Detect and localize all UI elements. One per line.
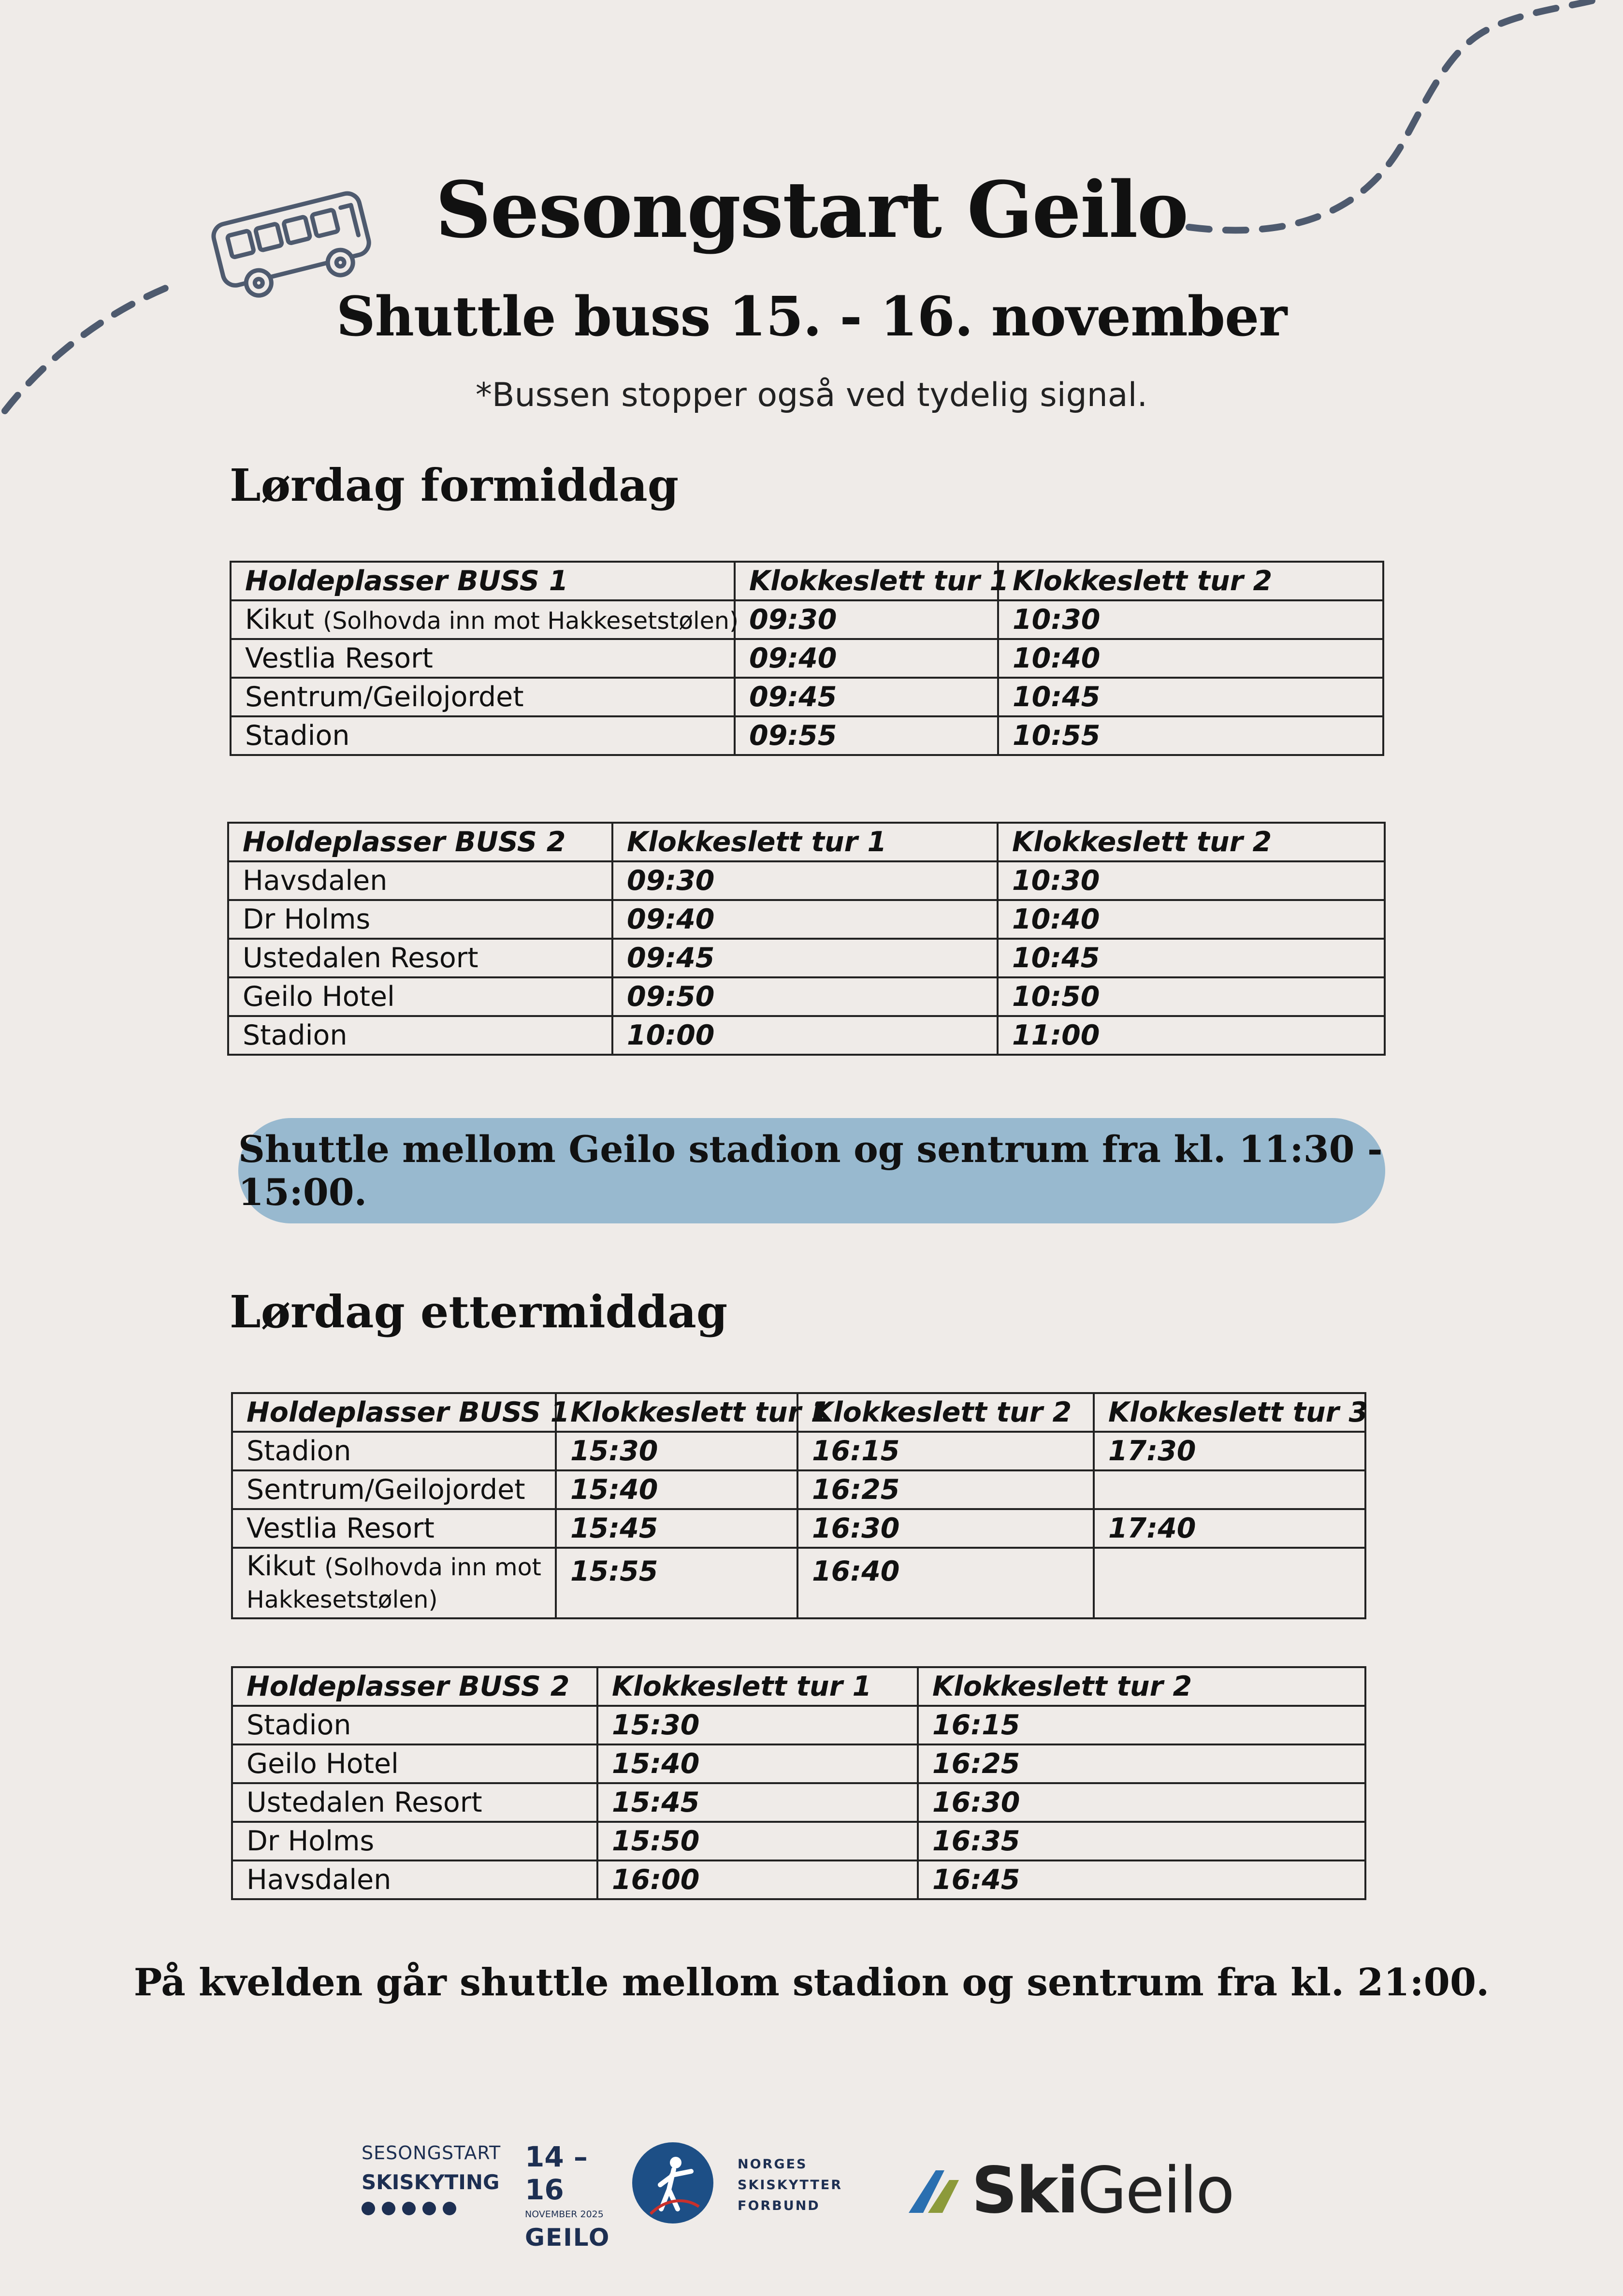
- table-row: [232, 1509, 1365, 1548]
- time-trip-3: 17:40: [1094, 1509, 1365, 1548]
- header-trip-1: Klokkeslett tur 1: [597, 1667, 918, 1706]
- time-trip-1: 09:30: [612, 861, 998, 900]
- morning-bus1-table: [230, 561, 1384, 756]
- event-date-logo: [525, 2140, 622, 2252]
- header-trip-1: Klokkeslett tur 1: [735, 562, 998, 600]
- time-trip-2: 10:55: [998, 716, 1383, 755]
- page-title: Sesongstart Geilo: [435, 164, 1188, 255]
- table-row: [232, 1860, 1365, 1899]
- stop-name: Vestlia Resort: [232, 1509, 556, 1548]
- logo-dots: [362, 2202, 502, 2217]
- stop-name: Kikut (Solhovda inn mot Hakkesetstølen): [232, 1548, 556, 1618]
- table-row: [231, 678, 1383, 716]
- afternoon-bus1-table: [231, 1392, 1366, 1619]
- time-trip-2: 10:45: [998, 678, 1383, 716]
- time-trip-2: 16:25: [918, 1744, 1365, 1783]
- stop-name: Sentrum/Geilojordet: [231, 678, 735, 716]
- stop-name: Vestlia Resort: [231, 639, 735, 678]
- morning-bus2-table: [227, 822, 1386, 1056]
- stop-name: Dr Holms: [228, 900, 612, 939]
- time-trip-3: [1094, 1548, 1365, 1618]
- logo-dates: 14 – 16: [525, 2140, 588, 2206]
- time-trip-1: 15:40: [556, 1470, 797, 1509]
- table-row: [232, 1548, 1365, 1618]
- time-trip-3: [1094, 1470, 1365, 1509]
- evening-shuttle-note: På kvelden går shuttle mellom stadion og sentrum fra kl. 21:00.: [133, 1961, 1490, 2005]
- table-row: [228, 900, 1385, 939]
- header-trip-2: Klokkeslett tur 2: [797, 1393, 1094, 1432]
- afternoon-bus2-table: [231, 1666, 1366, 1900]
- time-trip-1: 09:40: [735, 639, 998, 678]
- time-trip-1: 09:45: [735, 678, 998, 716]
- skigeilo-mark-icon: [909, 2161, 971, 2214]
- logo-line-1: SESONGSTART: [362, 2142, 501, 2164]
- time-trip-2: 10:30: [998, 861, 1385, 900]
- stop-note: (Solhovda inn mot Hakkesetstølen): [246, 1554, 541, 1613]
- midday-shuttle-banner: [238, 1118, 1385, 1223]
- table-header-row: [231, 562, 1383, 600]
- stop-name: Dr Holms: [232, 1822, 597, 1860]
- header-stops: Holdeplasser BUSS 2: [228, 823, 612, 861]
- time-trip-2: 16:45: [918, 1860, 1365, 1899]
- header-trip-2: Klokkeslett tur 2: [998, 823, 1385, 861]
- header-stops: Holdeplasser BUSS 2: [232, 1667, 597, 1706]
- midday-shuttle-text: Shuttle mellom Geilo stadion og sentrum fra kl. 11:30 - 15:00.: [238, 1128, 1383, 1214]
- time-trip-3: 17:30: [1094, 1432, 1365, 1470]
- time-trip-2: 16:15: [918, 1706, 1365, 1744]
- time-trip-1: 15:55: [556, 1548, 797, 1618]
- logo-place: GEILO: [525, 2223, 610, 2252]
- header-trip-1: Klokkeslett tur 1: [556, 1393, 797, 1432]
- stop-name: Stadion: [232, 1432, 556, 1470]
- page-subtitle: Shuttle buss 15. - 16. november: [336, 285, 1287, 349]
- norges-skiskytterforbund-logo: NORGES SKISKYTTER FORBUND: [738, 2157, 843, 2213]
- time-trip-1: 09:55: [735, 716, 998, 755]
- table-row: [232, 1706, 1365, 1744]
- header-trip-1: Klokkeslett tur 1: [612, 823, 998, 861]
- logo-line-2: SKISKYTING: [362, 2170, 500, 2194]
- time-trip-2: 16:30: [918, 1783, 1365, 1822]
- stop-name: Ustedalen Resort: [228, 939, 612, 977]
- time-trip-1: 09:40: [612, 900, 998, 939]
- table-row: [231, 716, 1383, 755]
- stop-name: Ustedalen Resort: [232, 1783, 597, 1822]
- sesongstart-logo: [362, 2142, 502, 2217]
- time-trip-1: 09:30: [735, 600, 998, 639]
- table-header-row: [232, 1393, 1365, 1432]
- header-trip-2: Klokkeslett tur 2: [918, 1667, 1365, 1706]
- header-stops: Holdeplasser BUSS 1: [231, 562, 735, 600]
- afternoon-heading: Lørdag ettermiddag: [230, 1286, 728, 1338]
- table-row: [231, 639, 1383, 678]
- table-row: [228, 861, 1385, 900]
- time-trip-2: 10:40: [998, 639, 1383, 678]
- morning-heading: Lørdag formiddag: [230, 459, 679, 511]
- biathlete-emblem-icon: [631, 2141, 714, 2224]
- table-row: [231, 600, 1383, 639]
- stop-name: Geilo Hotel: [232, 1744, 597, 1783]
- time-trip-1: 15:30: [597, 1706, 918, 1744]
- table-row: [232, 1744, 1365, 1783]
- stop-name: Stadion: [232, 1706, 597, 1744]
- table-row: [232, 1432, 1365, 1470]
- stop-signal-note: *Bussen stopper også ved tydelig signal.: [475, 376, 1148, 414]
- time-trip-2: 10:40: [998, 900, 1385, 939]
- table-row: [232, 1822, 1365, 1860]
- time-trip-1: 15:45: [597, 1783, 918, 1822]
- logo-month: NOVEMBER 2025: [525, 2209, 604, 2220]
- table-row: [228, 1016, 1385, 1055]
- time-trip-2: 16:40: [797, 1548, 1094, 1618]
- table-row: [228, 977, 1385, 1016]
- table-row: [232, 1470, 1365, 1509]
- table-header-row: [232, 1667, 1365, 1706]
- table-row: [232, 1783, 1365, 1822]
- header-trip-2: Klokkeslett tur 2: [998, 562, 1383, 600]
- stop-name: Stadion: [231, 716, 735, 755]
- header-stops: Holdeplasser BUSS 1: [232, 1393, 556, 1432]
- time-trip-1: 15:50: [597, 1822, 918, 1860]
- skigeilo-wordmark: SkiGeilo: [971, 2153, 1233, 2228]
- table-header-row: [228, 823, 1385, 861]
- time-trip-2: 10:30: [998, 600, 1383, 639]
- time-trip-2: 16:30: [797, 1509, 1094, 1548]
- time-trip-2: 10:45: [998, 939, 1385, 977]
- time-trip-1: 16:00: [597, 1860, 918, 1899]
- time-trip-1: 15:45: [556, 1509, 797, 1548]
- time-trip-1: 10:00: [612, 1016, 998, 1055]
- time-trip-1: 15:40: [597, 1744, 918, 1783]
- time-trip-2: 10:50: [998, 977, 1385, 1016]
- time-trip-1: 09:45: [612, 939, 998, 977]
- time-trip-2: 16:15: [797, 1432, 1094, 1470]
- stop-name: Geilo Hotel: [228, 977, 612, 1016]
- stop-name: Sentrum/Geilojordet: [232, 1470, 556, 1509]
- stop-name: Havsdalen: [232, 1860, 597, 1899]
- table-row: [228, 939, 1385, 977]
- time-trip-2: 16:35: [918, 1822, 1365, 1860]
- stop-name: Stadion: [228, 1016, 612, 1055]
- stop-name: Kikut (Solhovda inn mot Hakkesetstølen): [231, 600, 735, 639]
- stop-note: (Solhovda inn mot Hakkesetstølen): [323, 607, 739, 635]
- stop-name: Havsdalen: [228, 861, 612, 900]
- time-trip-1: 15:30: [556, 1432, 797, 1470]
- header-trip-3: Klokkeslett tur 3: [1094, 1393, 1365, 1432]
- time-trip-2: 11:00: [998, 1016, 1385, 1055]
- time-trip-1: 09:50: [612, 977, 998, 1016]
- time-trip-2: 16:25: [797, 1470, 1094, 1509]
